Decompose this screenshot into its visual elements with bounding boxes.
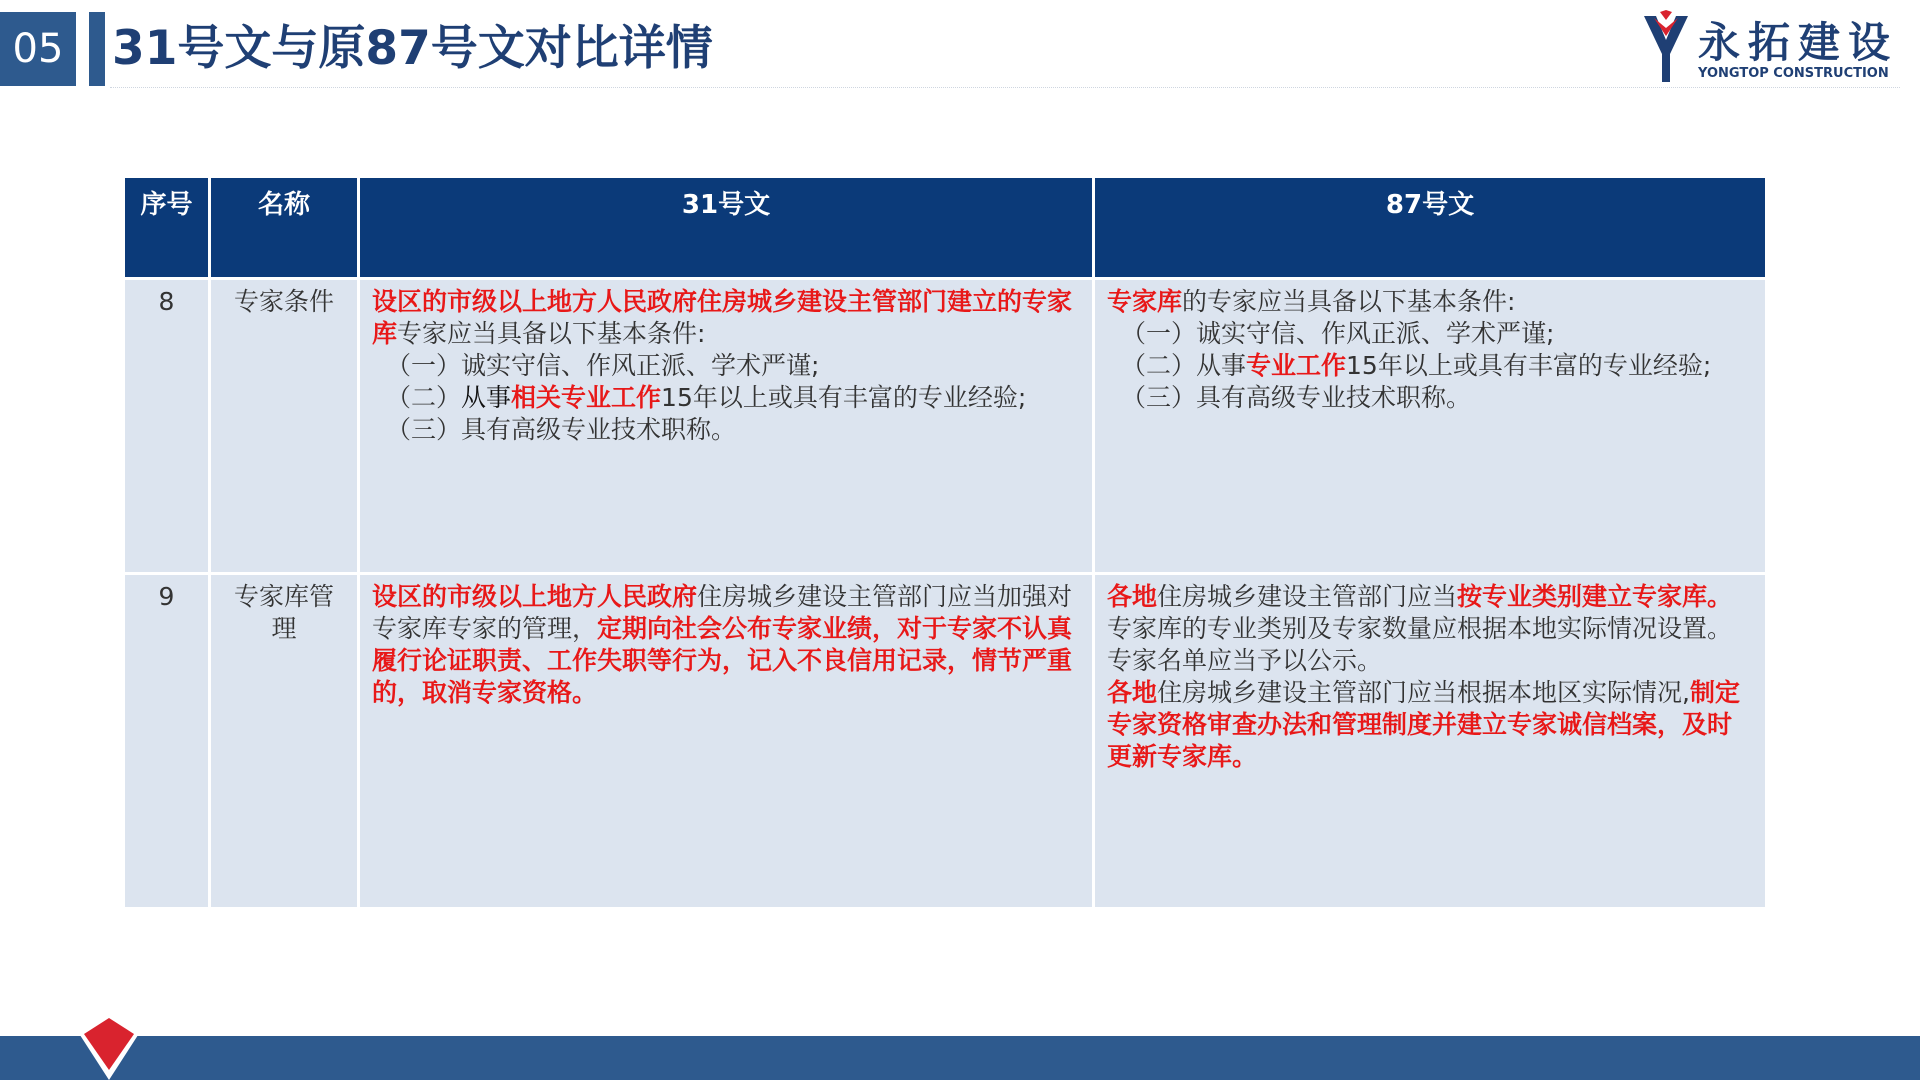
row-name: 专家库管理 <box>210 574 359 909</box>
doc31-cell <box>359 574 1094 909</box>
footer-band <box>0 1036 1920 1080</box>
company-logo <box>1640 10 1910 86</box>
doc31-item-3: （三）具有高级专业技术职称。 <box>386 415 737 444</box>
row-number: 8 <box>124 279 210 574</box>
page-title: 31号文与原87号文对比详情 <box>112 21 713 76</box>
title-accent-bar <box>89 12 105 86</box>
table-row <box>124 279 1767 574</box>
table-header-row <box>124 178 1767 279</box>
doc87-paragraph-2: 各地住房城乡建设主管部门应当根据本地区实际情况,制定专家资格审查办法和管理制度并建立专家诚信档案，及时更新专家库。 <box>1107 678 1740 771</box>
doc31-item-1: （一）诚实守信、作风正派、学术严谨; <box>386 351 820 380</box>
doc31-cell <box>359 279 1094 574</box>
header-name: 名称 <box>210 178 359 279</box>
logo-name-en: YONGTOP CONSTRUCTION <box>1698 66 1889 81</box>
doc87-item-3: （三）具有高级专业技术职称。 <box>1121 383 1472 412</box>
doc87-cell <box>1094 279 1767 574</box>
doc87-paragraph-1: 各地住房城乡建设主管部门应当按专业类别建立专家库。专家库的专业类别及专家数量应根据本地实际情况设置。专家名单应当予以公示。 <box>1107 582 1733 675</box>
header-seq: 序号 <box>124 178 210 279</box>
footer-diamond-icon <box>78 1012 140 1080</box>
doc31-paragraph: 设区的市级以上地方人民政府住房城乡建设主管部门应当加强对专家库专家的管理，定期向社会公布专家业绩，对于专家不认真履行论证职责、工作失职等行为，记入不良信用记录，情节严重的，取消专家资格。 <box>372 582 1073 707</box>
doc87-cell <box>1094 574 1767 909</box>
doc87-item-1: （一）诚实守信、作风正派、学术严谨; <box>1121 319 1555 348</box>
row-number: 9 <box>124 574 210 909</box>
row-name: 专家条件 <box>210 279 359 574</box>
doc31-intro: 设区的市级以上地方人民政府住房城乡建设主管部门建立的专家库专家应当具备以下基本条件: <box>372 287 1073 348</box>
logo-mark-icon <box>1640 10 1692 86</box>
doc87-item-2: （二）从事专业工作15年以上或具有丰富的专业经验; <box>1121 351 1712 380</box>
header-doc87: 87号文 <box>1094 178 1767 279</box>
header-doc31: 31号文 <box>359 178 1094 279</box>
table-row <box>124 574 1767 909</box>
doc31-item-2: （二）从事相关专业工作15年以上或具有丰富的专业经验; <box>386 383 1027 412</box>
comparison-table <box>122 178 1768 910</box>
doc87-intro: 专家库的专家应当具备以下基本条件: <box>1107 287 1516 316</box>
section-number: 05 <box>0 12 76 86</box>
logo-name-cn: 永拓建设 <box>1698 18 1899 67</box>
header-divider <box>110 87 1900 88</box>
